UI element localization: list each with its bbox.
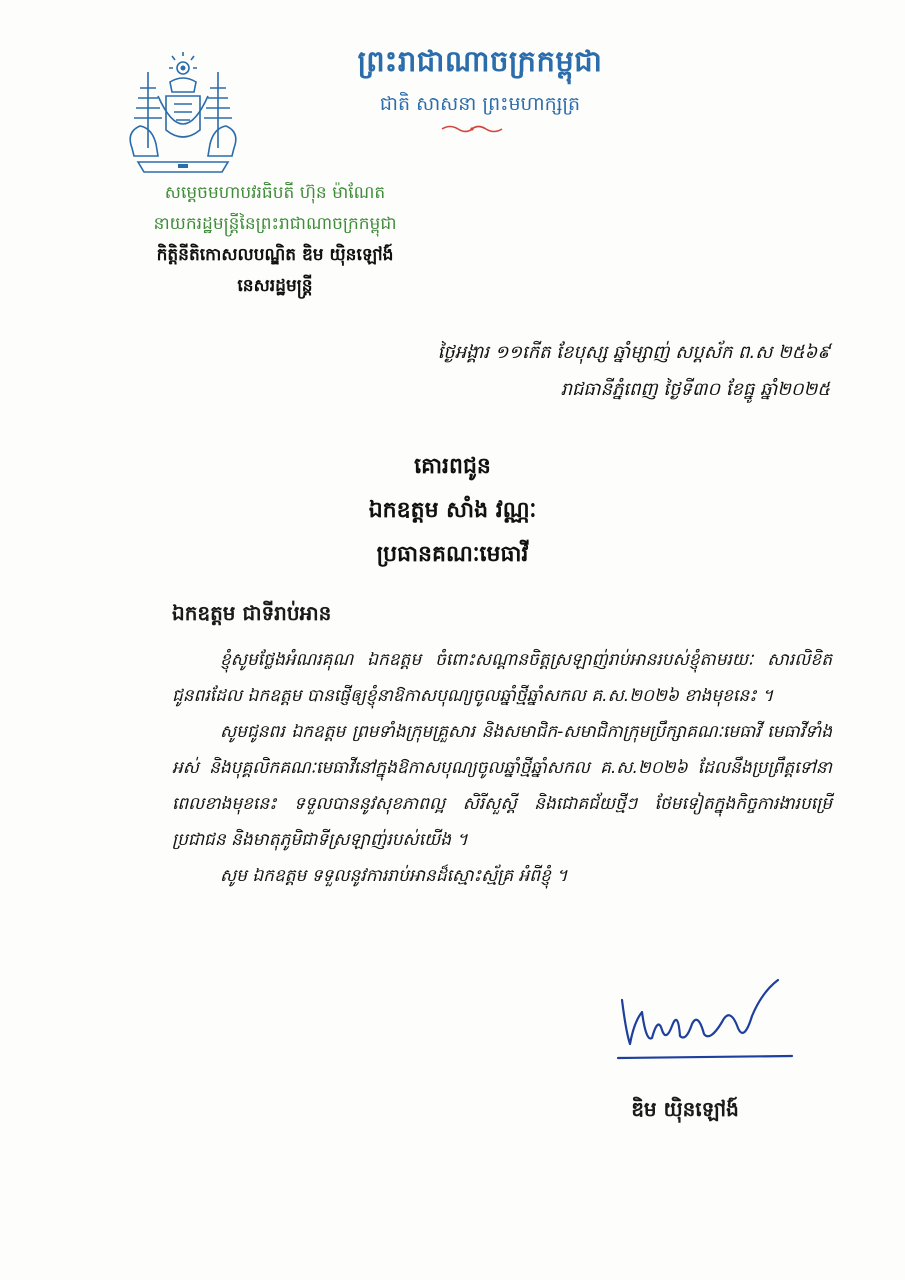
sender-line-3: កិត្តិនីតិកោសលបណ្ឌិត ឌិម យ៉ិនឡៅង៍: [156, 245, 394, 265]
body-paragraph-1: ខ្ញុំសូមថ្លែងអំណរគុណ ឯកឧត្តម ចំពោះសណ្តានចិត្តស្រឡាញ់រាប់អានរបស់ខ្ញុំតាមរយៈ សារលិខិតជូនពរដែល ឯកឧត្តម បានផ្ញើឲ្យខ្ញុំនាឱកាសបុណ្យចូលឆ្នាំថ្មីឆ្នាំសកល គ.ស.២០២៦ ខាងមុខនេះ ។: [172, 650, 832, 706]
recipient-prefix: គោរពជូន: [414, 454, 491, 479]
sender-block: [150, 182, 400, 300]
recipient-block: [0, 452, 905, 584]
date-block: [360, 340, 830, 414]
recipient-name: ឯកឧត្តម សាំង វណ្ណៈ: [368, 498, 537, 523]
salutation: ឯកឧត្តម ជាទីរាប់អាន: [172, 601, 332, 625]
sender-line-4: នេសរដ្ឋមន្ត្រី: [237, 276, 313, 296]
header-ornament: [440, 124, 504, 134]
national-motto: ជាតិ សាសនា ព្រះមហាក្សត្រ: [379, 93, 581, 115]
letter-body: [172, 642, 832, 894]
body-paragraph-2: សូមជូនពរ ឯកឧត្តម ព្រមទាំងក្រុមគ្រួសារ និងសមាជិក-សមាជិកាក្រុមប្រឹក្សាគណៈមេធាវី មេធាវីទាំងអស់ និងបុគ្គលិកគណៈមេធាវីនៅក្នុងឱកាសបុណ្យចូលឆ្នាំថ្មីឆ្នាំសកល គ.ស.២០២៦ ដែលនឹងប្រព្រឹត្តទៅនាពេលខាងមុខនេះ ទទួលបាននូវសុខភាពល្អ សិរីសួស្តី និងជោគជ័យថ្មីៗ ថែមទៀតក្នុងកិច្ចការងារបម្រើប្រជាជន និងមាតុភូមិជាទីស្រឡាញ់របស់យើង ។: [172, 722, 832, 850]
lunar-date: ថ្ងៃអង្គារ ១១កើត ខែបុស្ស ឆ្នាំម្សាញ់ សប្តស័ក ព.ស ២៥៦៩: [437, 342, 830, 363]
signer-name: ឌិម យ៉ិនឡៅង៍: [631, 1097, 739, 1121]
recipient-title: ប្រធានគណៈមេធាវី: [376, 542, 529, 567]
sender-line-1: សម្តេចមហាបវរធិបតី ហ៊ុន ម៉ាណែត: [164, 183, 386, 203]
signature-mark: [612, 972, 802, 1072]
kingdom-header: [300, 44, 660, 120]
body-paragraph-3: សូម ឯកឧត្តម ទទួលនូវការរាប់អានដ៏ស្មោះស្ម័គ្រ អំពីខ្ញុំ ។: [220, 866, 568, 886]
sender-line-2: នាយករដ្ឋមន្ត្រីនៃព្រះរាជាណាចក្រកម្ពុជា: [153, 214, 397, 234]
kingdom-name: ព្រះរាជាណាចក្រកម្ពុជា: [357, 44, 603, 78]
solar-date: រាជធានីភ្នំពេញ ថ្ងៃទី៣០ ខែធ្នូ ឆ្នាំ២០២៥: [560, 379, 830, 400]
royal-coat-of-arms-icon: [118, 52, 248, 180]
